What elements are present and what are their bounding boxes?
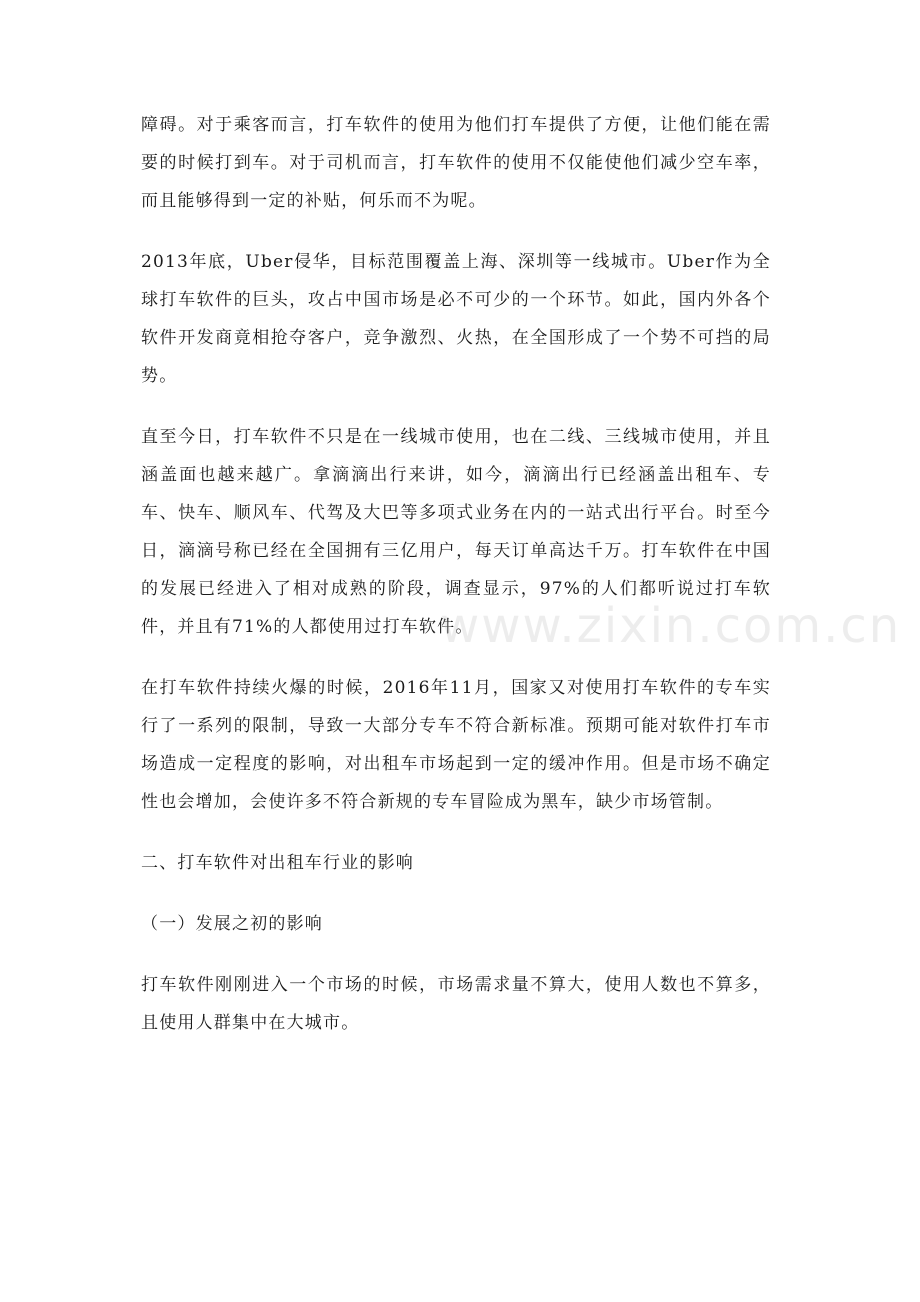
subsection-heading: （一）发展之初的影响 [141,914,323,934]
paragraph-3: 直至今日，打车软件不只是在一线城市使用，也在二线、三线城市使用，并且涵盖面也越来越广。拿滴滴出行来讲，如今，滴滴出行已经涵盖出租车、专车、快车、顺风车、代驾及大巴等多项式业务在内的一站式出行平台。时至今日，滴滴号称已经在全国拥有三亿用户，每天订单高达千万。打车软件在中国的发展已经进入了相对成熟的阶段，调查显示，97%的人们都听说过打车软件，并且有71%的人都使用过打车软件。 [141,427,771,637]
paragraph-4: 在打车软件持续火爆的时候，2016年11月，国家又对使用打车软件的专车实行了一系列的限制，导致一大部分专车不符合新标准。预期可能对软件打车市场造成一定程度的影响，对出租车市场起到一定的缓冲作用。但是市场不确定性也会增加，会使许多不符合新规的专车冒险成为黑车，缺少市场管制。 [141,678,771,812]
paragraph-1: 障碍。对于乘客而言，打车软件的使用为他们打车提供了方便，让他们能在需要的时候打到车。对于司机而言，打车软件的使用不仅能使他们减少空车率，而且能够得到一定的补贴，何乐而不为呢。 [141,115,771,211]
paragraph-5: 打车软件刚刚进入一个市场的时候，市场需求量不算大，使用人数也不算多，且使用人群集中在大城市。 [141,975,771,1033]
paragraph-2: 2013年底，Uber侵华，目标范围覆盖上海、深圳等一线城市。Uber作为全球打车软件的巨头，攻占中国市场是必不可少的一个环节。如此，国内外各个软件开发商竟相抢夺客户，竞争激烈、火热，在全国形成了一个势不可挡的局势。 [141,252,771,386]
watermark-text: www.zixin.com.cn [440,598,902,654]
section-heading: 二、打车软件对出租车行业的影响 [141,853,414,873]
document-body [141,106,771,1065]
